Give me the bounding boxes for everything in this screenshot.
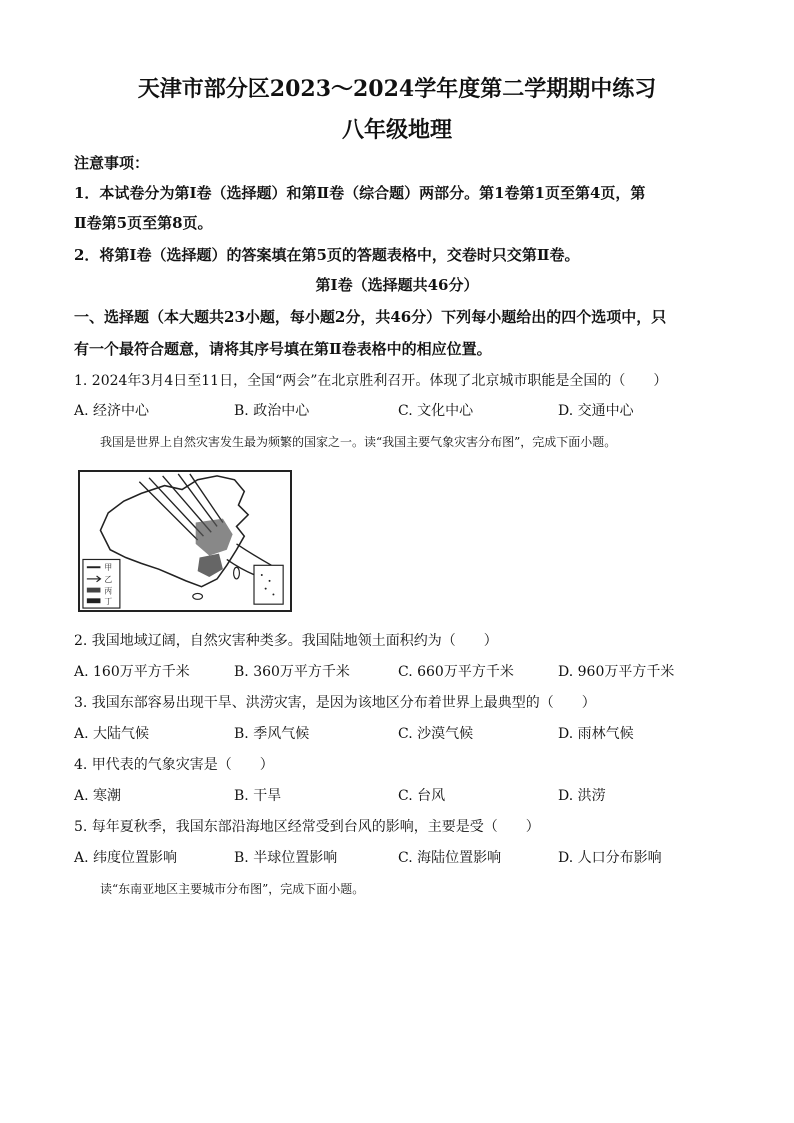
disaster-map-drawing (80, 472, 290, 610)
question-5-stem: 5. 每年夏秋季，我国东部沿海地区经常受到台风的影响，主要是受（ ） (74, 819, 540, 835)
question-3-stem: 3. 我国东部容易出现干旱、洪涝灾害，是因为该地区分布着世界上最典型的（ ） (74, 695, 596, 711)
instructions-line-2: 有一个最符合题意，请将其序号填在第Ⅱ卷表格中的相应位置。 (74, 340, 492, 358)
question-2-option-b: B. 360万平方千米 (234, 664, 350, 680)
disaster-map (78, 470, 292, 612)
question-5-option-d: D. 人口分布影响 (558, 850, 662, 866)
intro-text-2: 读“东南亚地区主要城市分布图”，完成下面小题。 (100, 882, 365, 896)
question-1-option-d: D. 交通中心 (558, 403, 634, 419)
notes-item-2: 2．将第Ⅰ卷（选择题）的答案填在第5页的答题表格中，交卷时只交第Ⅱ卷。 (74, 246, 580, 264)
question-1-option-a: A. 经济中心 (74, 403, 150, 419)
question-3-option-d: D. 雨林气候 (558, 726, 634, 742)
question-3-option-b: B. 季风气候 (234, 726, 310, 742)
question-2-stem: 2. 我国地域辽阔，自然灾害种类多。我国陆地领土面积约为（ ） (74, 633, 498, 649)
notes-item-1-line-1: 1．本试卷分为第Ⅰ卷（选择题）和第Ⅱ卷（综合题）两部分。第1卷第1页至第4页，第 (74, 184, 646, 202)
question-4-option-c: C. 台风 (398, 788, 446, 804)
instructions-line-1: 一、选择题（本大题共23小题，每小题2分，共46分）下列每小题给出的四个选项中，只 (74, 308, 667, 326)
question-4-option-a: A. 寒潮 (74, 788, 122, 804)
question-3-option-a: A. 大陆气候 (74, 726, 150, 742)
question-2-option-c: C. 660万平方千米 (398, 664, 514, 680)
intro-text-1: 我国是世界上自然灾害发生最为频繁的国家之一。读“我国主要气象灾害分布图”，完成下面小题。 (100, 435, 617, 449)
question-3-option-c: C. 沙漠气候 (398, 726, 474, 742)
document-subtitle: 八年级地理 (341, 117, 452, 143)
question-4-option-b: B. 干旱 (234, 788, 282, 804)
notes-item-1-line-2: Ⅱ卷第5页至第8页。 (74, 214, 213, 232)
question-4-option-d: D. 洪涝 (558, 788, 606, 804)
question-4-stem: 4. 甲代表的气象灾害是（ ） (74, 757, 274, 773)
question-1-stem: 1. 2024年3月4日至11日，全国“两会”在北京胜利召开。体现了北京城市职能是全国的（ ） (74, 373, 668, 389)
document-title: 天津市部分区2023～2024学年度第二学期期中练习 (137, 76, 657, 102)
question-2-option-d: D. 960万平方千米 (558, 664, 675, 680)
question-5-option-a: A. 纬度位置影响 (74, 850, 178, 866)
question-5-option-b: B. 半球位置影响 (234, 850, 338, 866)
section-title: 第Ⅰ卷（选择题共46分） (315, 276, 479, 294)
notes-heading: 注意事项： (74, 154, 150, 172)
question-1-option-b: B. 政治中心 (234, 403, 310, 419)
legend-label-1: 甲 (104, 563, 113, 573)
question-2-option-a: A. 160万平方千米 (74, 664, 190, 680)
legend-label-4: 丁 (104, 597, 113, 607)
question-1-option-c: C. 文化中心 (398, 403, 474, 419)
question-5-option-c: C. 海陆位置影响 (398, 850, 502, 866)
legend-label-2: 乙 (104, 574, 113, 584)
legend-label-3: 丙 (104, 586, 113, 596)
